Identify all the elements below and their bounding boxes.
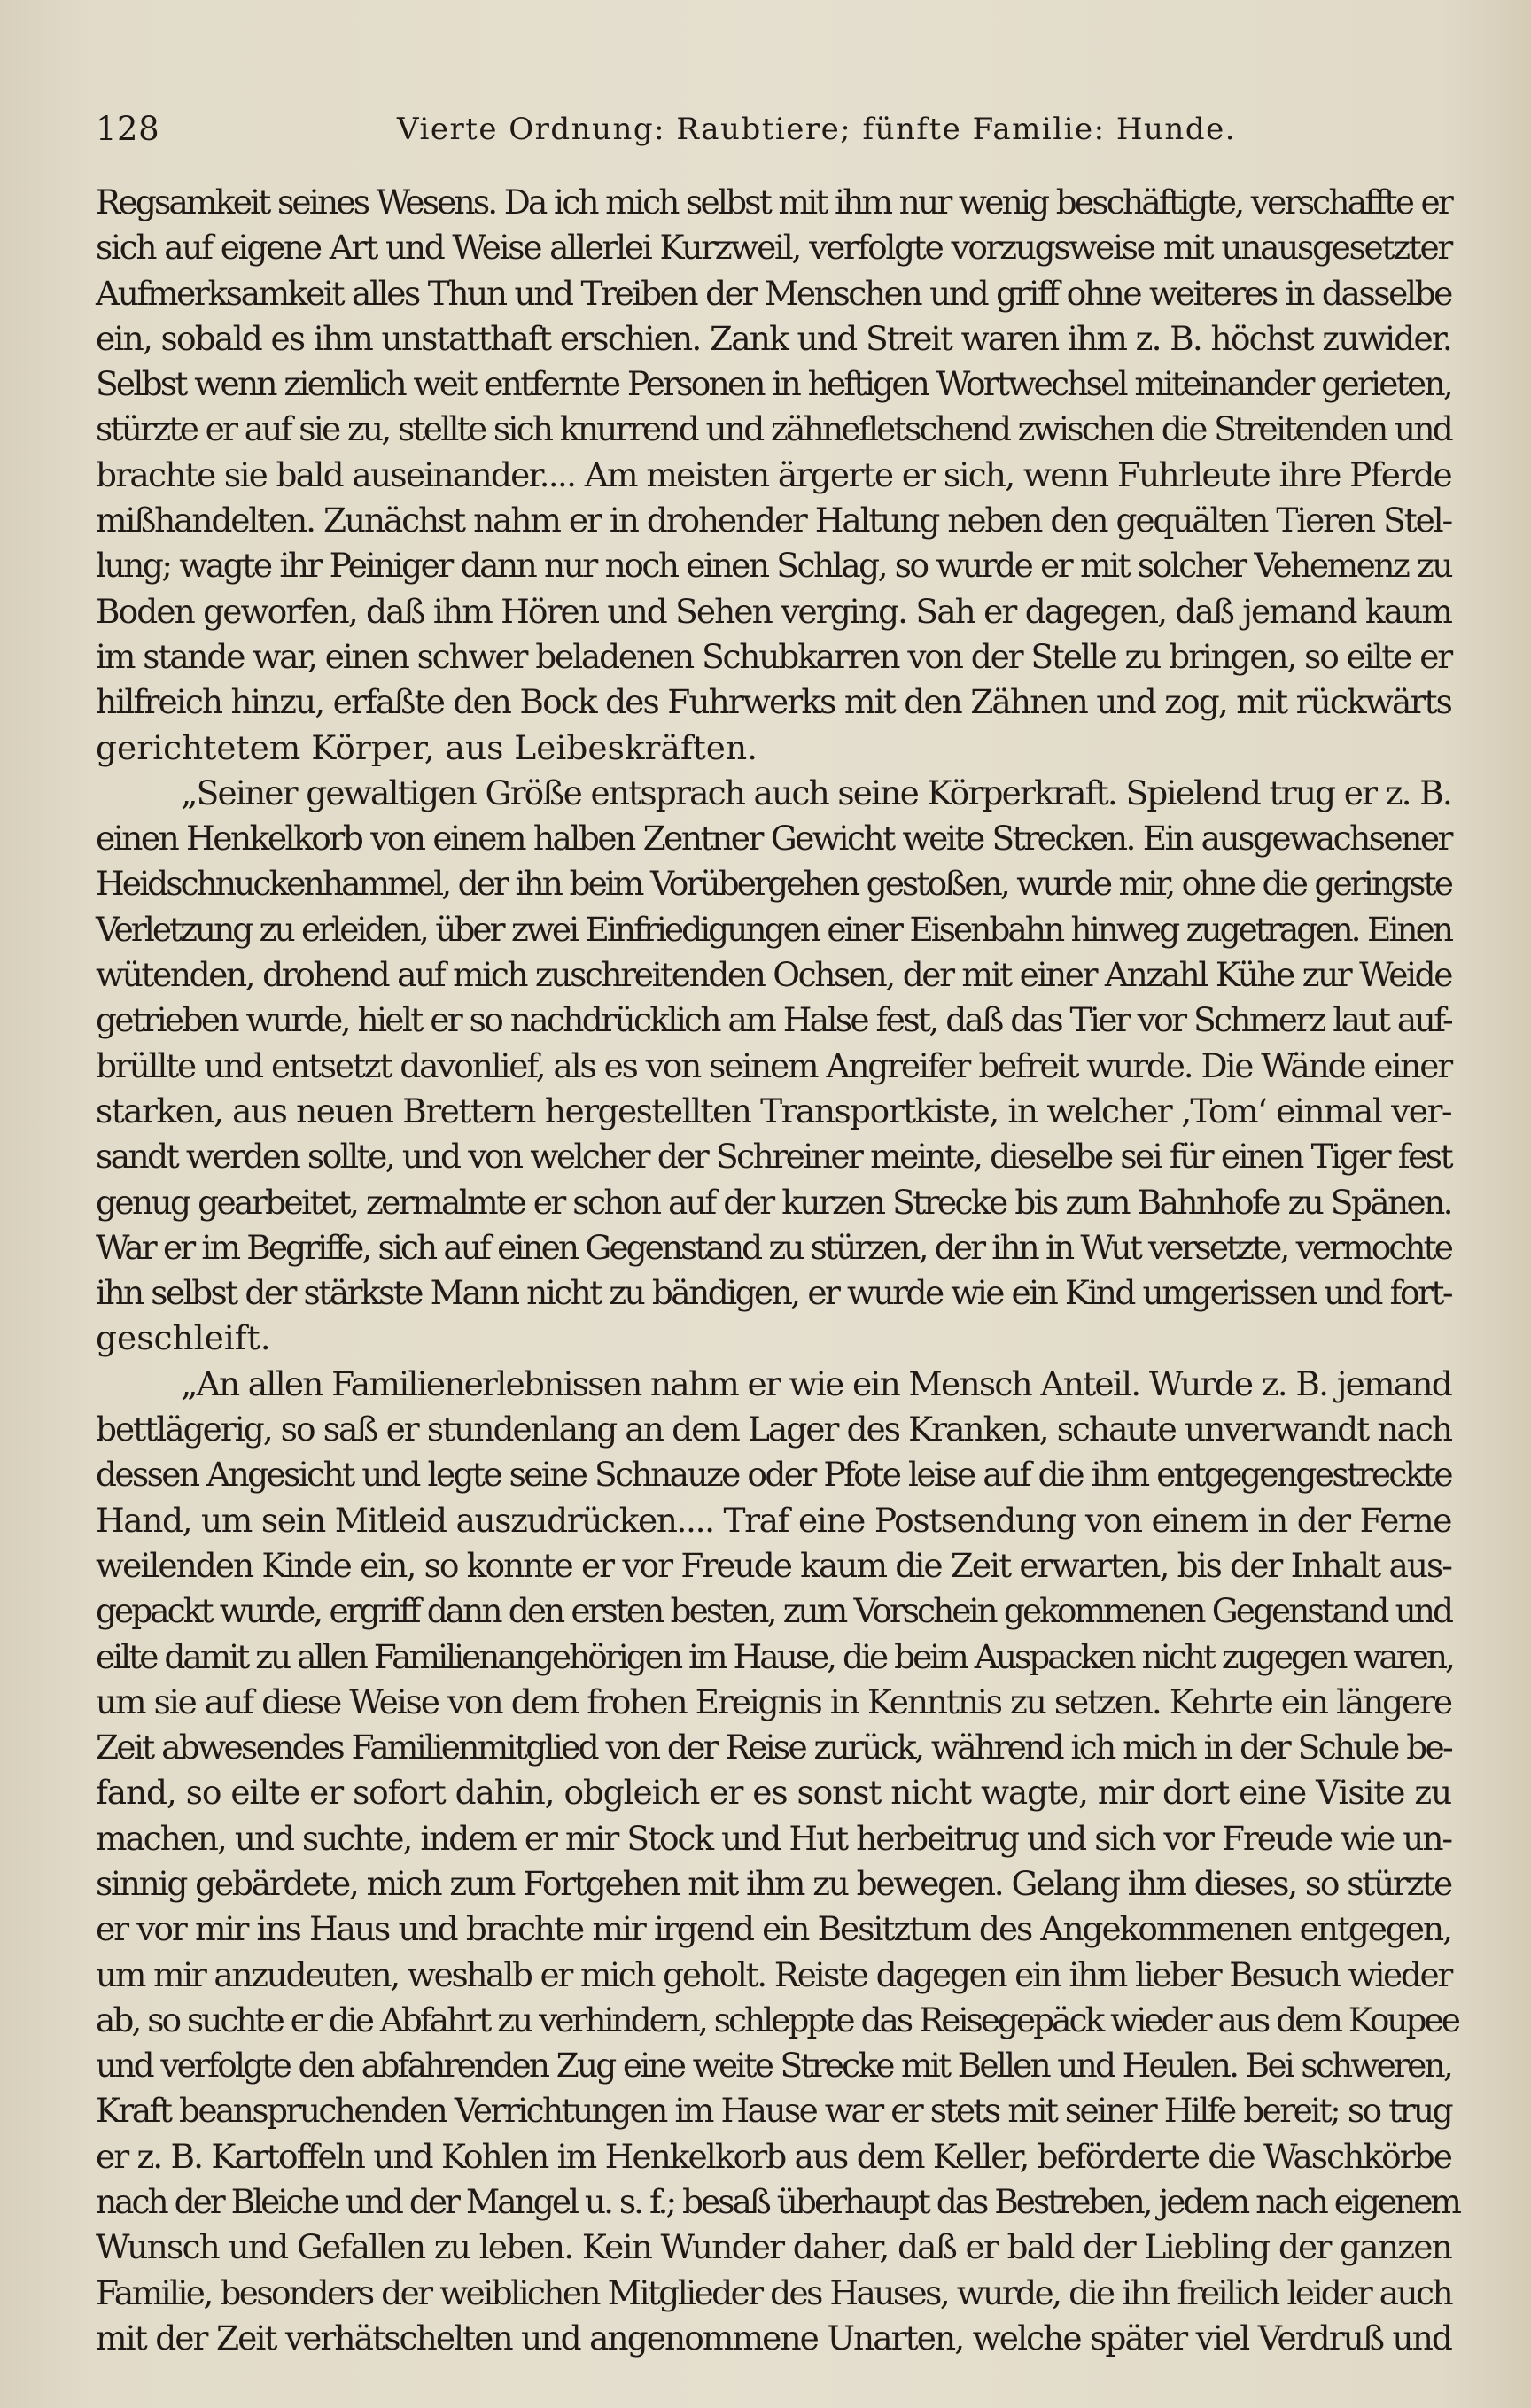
text-line: er z. B. Kartoffeln und Kohlen im Henkelkorb aus dem Keller, beförderte die Waschkörbe (96, 2136, 1451, 2176)
text-line: eilte damit zu allen Familienangehörigen im Hause, die beim Auspacken nicht zugegen waren, (96, 1636, 1453, 1676)
text-line: fand, so eilte er sofort dahin, obgleich er es sonst nicht wagte, mir dort eine Visite zu (96, 1773, 1451, 1813)
text-line: starken, aus neuen Brettern hergestellten Transportkiste, in welcher ‚Tom‘ einmal ver- (96, 1091, 1451, 1130)
text-line: machen, und suchte, indem er mir Stock und Hut herbeitrug und sich vor Freude wie un- (96, 1818, 1451, 1858)
body-text (96, 180, 1459, 2361)
page-number: 128 (96, 110, 160, 148)
text-line: mißhandelten. Zunächst nahm er in drohender Haltung neben den gequälten Tieren Stel- (96, 501, 1451, 540)
text-line: und verfolgte den abfahrenden Zug eine weite Strecke mit Bellen und Heulen. Bei schweren, (96, 2046, 1451, 2086)
text-line: ihn selbst der stärkste Mann nicht zu bändigen, er wurde wie ein Kind umgerissen und fort- (96, 1273, 1451, 1313)
text-line: sandt werden sollte, und von welcher der Schreiner meinte, dieselbe sei für einen Tiger fest (96, 1137, 1451, 1177)
text-line: „An allen Familienerlebnissen nahm er wie ein Mensch Anteil. Wurde z. B. jemand (181, 1363, 1451, 1403)
text-line: Verletzung zu erleiden, über zwei Einfriedigungen einer Eisenbahn hinweg zugetragen. Einen (96, 909, 1451, 949)
running-head: Vierte Ordnung: Raubtiere; fünfte Familie: Hunde. (397, 112, 1237, 147)
text-line: um sie auf diese Weise von dem frohen Ereignis in Kenntnis zu setzen. Kehrte ein längere (96, 1682, 1451, 1721)
text-line: hilfreich hinzu, erfaßte den Bock des Fuhrwerks mit den Zähnen und zog, mit rückwärts (96, 682, 1451, 722)
text-line: lung; wagte ihr Peiniger dann nur noch einen Schlag, so wurde er mit solcher Vehemenz zu (96, 546, 1451, 586)
text-line: um mir anzudeuten, weshalb er mich geholt. Reiste dagegen ein ihm lieber Besuch wieder (96, 1954, 1451, 1994)
text-line: gerichtetem Körper, aus Leibeskräften. (96, 727, 758, 767)
text-line: genug gearbeitet, zermalmte er schon auf der kurzen Strecke bis zum Bahnhofe zu Spänen. (96, 1182, 1451, 1222)
text-line: wütenden, drohend auf mich zuschreitenden Ochsen, der mit einer Anzahl Kühe zur Weide (96, 955, 1451, 995)
text-line: sinnig gebärdete, mich zum Fortgehen mit ihm zu bewegen. Gelang ihm dieses, so stürzte (96, 1863, 1451, 1903)
text-line: getrieben wurde, hielt er so nachdrücklich am Halse fest, daß das Tier vor Schmerz laut auf- (96, 1000, 1451, 1040)
text-line: gepackt wurde, ergriff dann den ersten besten, zum Vorschein gekommenen Gegenstand und (96, 1591, 1451, 1631)
text-line: „Seiner gewaltigen Größe entsprach auch seine Körperkraft. Spielend trug er z. B. (181, 773, 1451, 812)
text-line: ab, so suchte er die Abfahrt zu verhindern, schleppte das Reisegepäck wieder aus dem Koupee (96, 2000, 1458, 2039)
text-line: stürzte er auf sie zu, stellte sich knurrend und zähnefletschend zwischen die Streitenden und (96, 409, 1451, 449)
text-line: brüllte und entsetzt davonlief, als es von seinem Angreifer befreit wurde. Die Wände einer (96, 1045, 1451, 1085)
text-line: Heidschnuckenhammel, der ihn beim Vorübergehen gestoßen, wurde mir, ohne die geringste (96, 864, 1451, 904)
text-line: Regsamkeit seines Wesens. Da ich mich selbst mit ihm nur wenig beschäftigte, verschaffte er (96, 183, 1451, 221)
text-line: Kraft beanspruchenden Verrichtungen im Hause war er stets mit seiner Hilfe bereit; so trug (96, 2091, 1451, 2131)
text-line: im stande war, einen schwer beladenen Schubkarren von der Stelle zu bringen, so eilte er (96, 636, 1451, 676)
text-line: Aufmerksamkeit alles Thun und Treiben der Menschen und griff ohne weiteres in dasselbe (96, 273, 1451, 313)
text-line: Boden geworfen, daß ihm Hören und Sehen verging. Sah er dagegen, daß jemand kaum (96, 591, 1451, 631)
text-line: bettlägerig, so saß er stundenlang an dem Lager des Kranken, schaute unverwandt nach (96, 1410, 1451, 1449)
text-line: Familie, besonders der weiblichen Mitglieder des Hauses, wurde, die ihn freilich leider auch (96, 2272, 1451, 2312)
text-line: ein, sobald es ihm unstatthaft erschien. Zank und Streit waren ihm z. B. höchst zuwider. (96, 318, 1451, 358)
text-line: mit der Zeit verhätschelten und angenommene Unarten, welche später viel Verdruß und (96, 2318, 1451, 2358)
text-line: Hand, um sein Mitleid auszudrücken.... Traf eine Postsendung von einem in der Ferne (96, 1500, 1451, 1540)
text-line: sich auf eigene Art und Weise allerlei Kurzweil, verfolgte vorzugsweise mit unausgesetzter (96, 228, 1451, 268)
text-line: einen Henkelkorb von einem halben Zentner Gewicht weite Strecken. Ein ausgewachsener (96, 819, 1451, 858)
text-line: nach der Bleiche und der Mangel u. s. f.; besaß überhaupt das Bestreben, jedem nach eigenem (96, 2182, 1459, 2222)
text-line: Zeit abwesendes Familienmitglied von der Reise zurück, während ich mich in der Schule be- (96, 1728, 1451, 1767)
text-line: dessen Angesicht und legte seine Schnauze oder Pfote leise auf die ihm entgegengestreckte (96, 1455, 1451, 1495)
text-line: Selbst wenn ziemlich weit entfernte Personen in heftigen Wortwechsel miteinander gerieten, (96, 364, 1451, 404)
text-line: er vor mir ins Haus und brachte mir irgend ein Besitztum des Angekommenen entgegen, (96, 1909, 1451, 1949)
text-line: brachte sie bald auseinander.... Am meisten ärgerte er sich, wenn Fuhrleute ihre Pferde (96, 454, 1451, 494)
text-line: weilenden Kinde ein, so konnte er vor Freude kaum die Zeit erwarten, bis der Inhalt aus- (96, 1545, 1451, 1585)
text-line: Wunsch und Gefallen zu leben. Kein Wunder daher, daß er bald der Liebling der ganzen (96, 2227, 1451, 2267)
text-line: War er im Begriffe, sich auf einen Gegenstand zu stürzen, der ihn in Wut versetzte, vermochte (96, 1227, 1451, 1267)
text-line: geschleift. (96, 1318, 271, 1358)
page-header (96, 106, 1451, 152)
